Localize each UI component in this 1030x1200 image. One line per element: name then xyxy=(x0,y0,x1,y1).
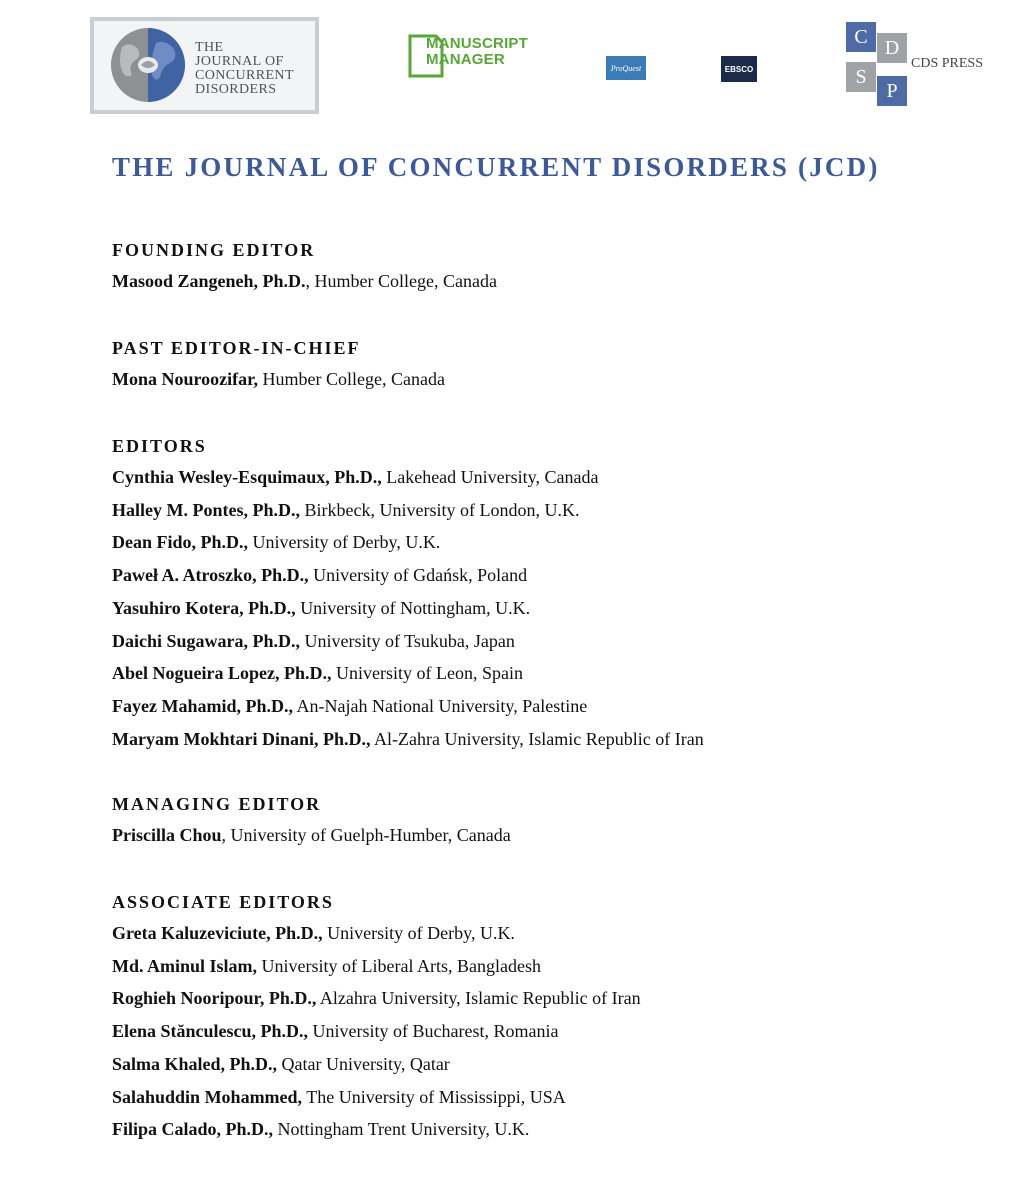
cds-letter: D xyxy=(877,33,907,63)
person-affiliation: , Humber College, Canada xyxy=(305,271,497,291)
person-affiliation: University of Nottingham, U.K. xyxy=(295,597,531,618)
person-affiliation: University of Liberal Arts, Bangladesh xyxy=(257,955,541,976)
list-item xyxy=(112,625,704,658)
section-heading: EDITORS xyxy=(112,436,207,456)
section-heading: MANAGING EDITOR xyxy=(112,794,322,814)
page-title: THE JOURNAL OF CONCURRENT DISORDERS (JCD) xyxy=(112,152,880,182)
person-name: Abel Nogueira Lopez, Ph.D., xyxy=(112,663,332,684)
cds-letter: S xyxy=(846,62,876,92)
editors-section xyxy=(112,435,704,755)
list-item xyxy=(112,592,704,625)
person-affiliation: University of Leon, Spain xyxy=(331,663,523,684)
person-affiliation: University of Gdańsk, Poland xyxy=(308,565,528,586)
list-item xyxy=(112,723,704,756)
globe-icon xyxy=(108,25,188,105)
person-name: Mona Nouroozifar, xyxy=(112,369,258,389)
person-affiliation: University of Derby, U.K. xyxy=(322,923,515,943)
person-affiliation: Nottingham Trent University, U.K. xyxy=(273,1119,530,1140)
ebsco-logo: EBSCO xyxy=(721,56,757,82)
person-affiliation: An-Najah National University, Palestine xyxy=(292,695,588,716)
journal-logo-line: JOURNAL OF xyxy=(195,54,284,69)
person-affiliation: University of Derby, U.K. xyxy=(248,532,441,553)
list-item xyxy=(112,657,704,690)
list-item xyxy=(112,819,511,852)
list-item xyxy=(112,526,704,559)
person-name: Filipa Calado, Ph.D., xyxy=(112,1119,274,1140)
person-affiliation: Humber College, Canada xyxy=(258,369,445,389)
person-name: Paweł A. Atroszko, Ph.D., xyxy=(112,565,309,586)
journal-logo xyxy=(90,17,319,114)
associate-editors-section xyxy=(112,891,641,1146)
person-affiliation: Alzahra University, Islamic Republic of Iran xyxy=(316,988,641,1009)
managing-editor-section xyxy=(112,793,511,852)
journal-logo-line: CONCURRENT xyxy=(195,68,294,83)
person-affiliation: University of Tsukuba, Japan xyxy=(300,630,515,651)
list-item xyxy=(112,363,445,396)
journal-logo-line: DISORDERS xyxy=(195,82,277,97)
person-affiliation: Al-Zahra University, Islamic Republic of Iran xyxy=(370,728,704,749)
list-item xyxy=(112,1048,641,1081)
list-item xyxy=(112,982,641,1015)
person-affiliation: Qatar University, Qatar xyxy=(277,1053,450,1074)
person-name: Elena Stănculescu, Ph.D., xyxy=(112,1021,309,1042)
person-name: Salahuddin Mohammed, xyxy=(112,1086,303,1107)
person-name: Md. Aminul Islam, xyxy=(112,955,258,976)
person-name: Maryam Mokhtari Dinani, Ph.D., xyxy=(112,728,371,749)
person-affiliation: The University of Mississippi, USA xyxy=(302,1086,566,1107)
section-heading: ASSOCIATE EDITORS xyxy=(112,892,334,912)
person-name: Cynthia Wesley-Esquimaux, Ph.D., xyxy=(112,467,382,487)
person-name: Dean Fido, Ph.D., xyxy=(112,532,249,553)
list-item xyxy=(112,265,497,298)
cds-letter: C xyxy=(846,22,876,52)
list-item xyxy=(112,559,704,592)
cds-press-label: CDS PRESS xyxy=(911,56,983,71)
person-name: Yasuhiro Kotera, Ph.D., xyxy=(112,597,296,618)
person-affiliation: Birkbeck, University of London, U.K. xyxy=(299,499,580,520)
person-name: Roghieh Nooripour, Ph.D., xyxy=(112,988,317,1009)
manuscript-manager-line: MANAGER xyxy=(426,51,505,68)
person-affiliation: , University of Guelph-Humber, Canada xyxy=(221,825,511,845)
manuscript-manager-logo xyxy=(408,32,538,80)
person-name: Fayez Mahamid, Ph.D., xyxy=(112,695,293,716)
person-name: Daichi Sugawara, Ph.D., xyxy=(112,630,301,651)
list-item xyxy=(112,461,704,494)
person-name: Halley M. Pontes, Ph.D., xyxy=(112,499,300,520)
person-name: Masood Zangeneh, Ph.D. xyxy=(112,271,306,291)
list-item xyxy=(112,1015,641,1048)
person-name: Greta Kaluzeviciute, Ph.D., xyxy=(112,923,323,943)
cds-press-logo xyxy=(846,22,1006,112)
list-item xyxy=(112,950,641,983)
person-name: Salma Khaled, Ph.D., xyxy=(112,1053,278,1074)
list-item xyxy=(112,494,704,527)
list-item xyxy=(112,1113,641,1146)
manuscript-manager-line: MANUSCRIPT xyxy=(426,35,528,52)
person-affiliation: University of Bucharest, Romania xyxy=(308,1021,559,1042)
journal-logo-line: THE xyxy=(195,40,224,55)
proquest-logo: ProQuest xyxy=(606,56,646,80)
cds-letter: P xyxy=(877,76,907,106)
list-item xyxy=(112,1081,641,1114)
past-editor-section xyxy=(112,337,445,396)
person-affiliation: Lakehead University, Canada xyxy=(381,467,599,487)
founding-editor-section xyxy=(112,239,497,298)
person-name: Priscilla Chou xyxy=(112,825,222,845)
section-heading: FOUNDING EDITOR xyxy=(112,240,316,260)
list-item xyxy=(112,917,641,950)
list-item xyxy=(112,690,704,723)
section-heading: PAST EDITOR-IN-CHIEF xyxy=(112,338,361,358)
